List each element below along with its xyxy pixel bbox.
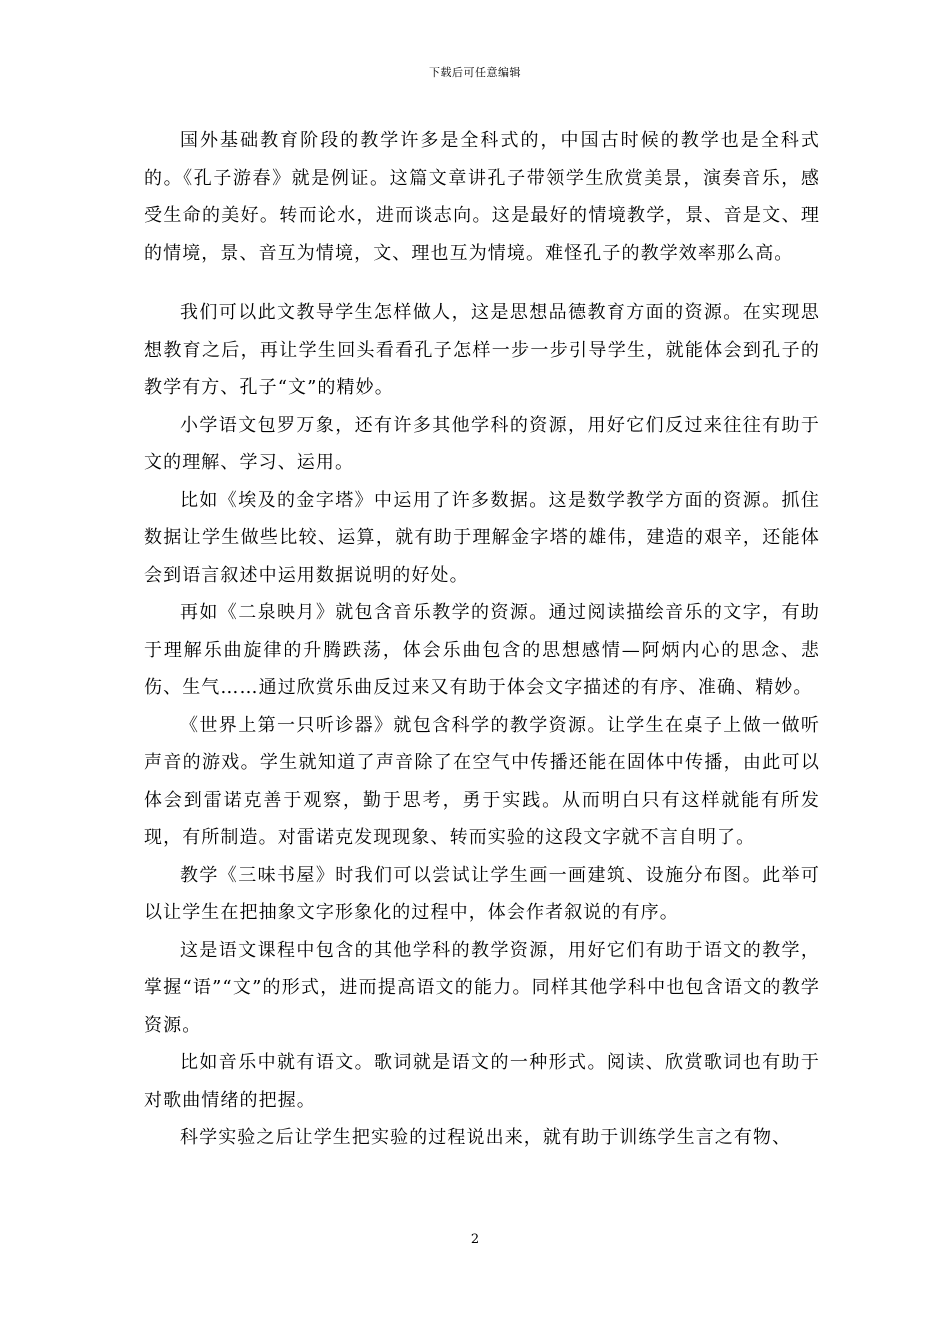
paragraph: 教学《三味书屋》时我们可以尝试让学生画一画建筑、设施分布图。此举可以让学生在把抽象文字形象化的过程中，体会作者叙说的有序。	[144, 864, 820, 923]
paragraph: 我们可以此文教导学生怎样做人，这是思想品德教育方面的资源。在实现思想教育之后，再让学生回头看看孔子怎样一步一步引导学生，就能体会到孔子的教学有方、孔子“文”的精妙。	[144, 302, 820, 398]
body-text	[144, 122, 820, 1157]
paragraph: 《世界上第一只听诊器》就包含科学的教学资源。让学生在桌子上做一做听声音的游戏。学生就知道了声音除了在空气中传播还能在固体中传播，由此可以体会到雷诺克善于观察，勤于思考，勇于实践。从而明白只有这样就能有所发现，有所制造。对雷诺克发现现象、转而实验的这段文字就不言自明了。	[144, 714, 820, 848]
page-number: 2	[470, 1232, 480, 1247]
paragraph: 再如《二泉映月》就包含音乐教学的资源。通过阅读描绘音乐的文字，有助于理解乐曲旋律的升腾跌荡，体会乐曲包含的思想感情—阿炳内心的思念、悲伤、生气……通过欣赏乐曲反过来又有助于体会文字描述的有序、准确、精妙。	[144, 602, 820, 698]
header-note: 下载后可任意编辑	[429, 66, 521, 79]
paragraph: 这是语文课程中包含的其他学科的教学资源，用好它们有助于语文的教学，掌握“语”“文”的形式，进而提高语文的能力。同样其他学科中也包含语文的教学资源。	[144, 939, 820, 1036]
paragraph: 国外基础教育阶段的教学许多是全科式的，中国古时候的教学也是全科式的。《孔子游春》就是例证。这篇文章讲孔子带领学生欣赏美景，演奏音乐，感受生命的美好。转而论水，进而谈志向。这是最好的情境教学，景、音是文、理的情境，景、音互为情境，文、理也互为情境。难怪孔子的教学效率那么高。	[144, 130, 820, 264]
paragraph: 科学实验之后让学生把实验的过程说出来，就有助于训练学生言之有物、	[180, 1127, 792, 1148]
paragraph: 比如音乐中就有语文。歌词就是语文的一种形式。阅读、欣赏歌词也有助于对歌曲情绪的把握。	[144, 1052, 820, 1111]
paragraph: 比如《埃及的金字塔》中运用了许多数据。这是数学教学方面的资源。抓住数据让学生做些比较、运算，就有助于理解金字塔的雄伟，建造的艰辛，还能体会到语言叙述中运用数据说明的好处。	[144, 489, 820, 586]
paragraph: 小学语文包罗万象，还有许多其他学科的资源，用好它们反过来往往有助于文的理解、学习、运用。	[144, 414, 820, 473]
